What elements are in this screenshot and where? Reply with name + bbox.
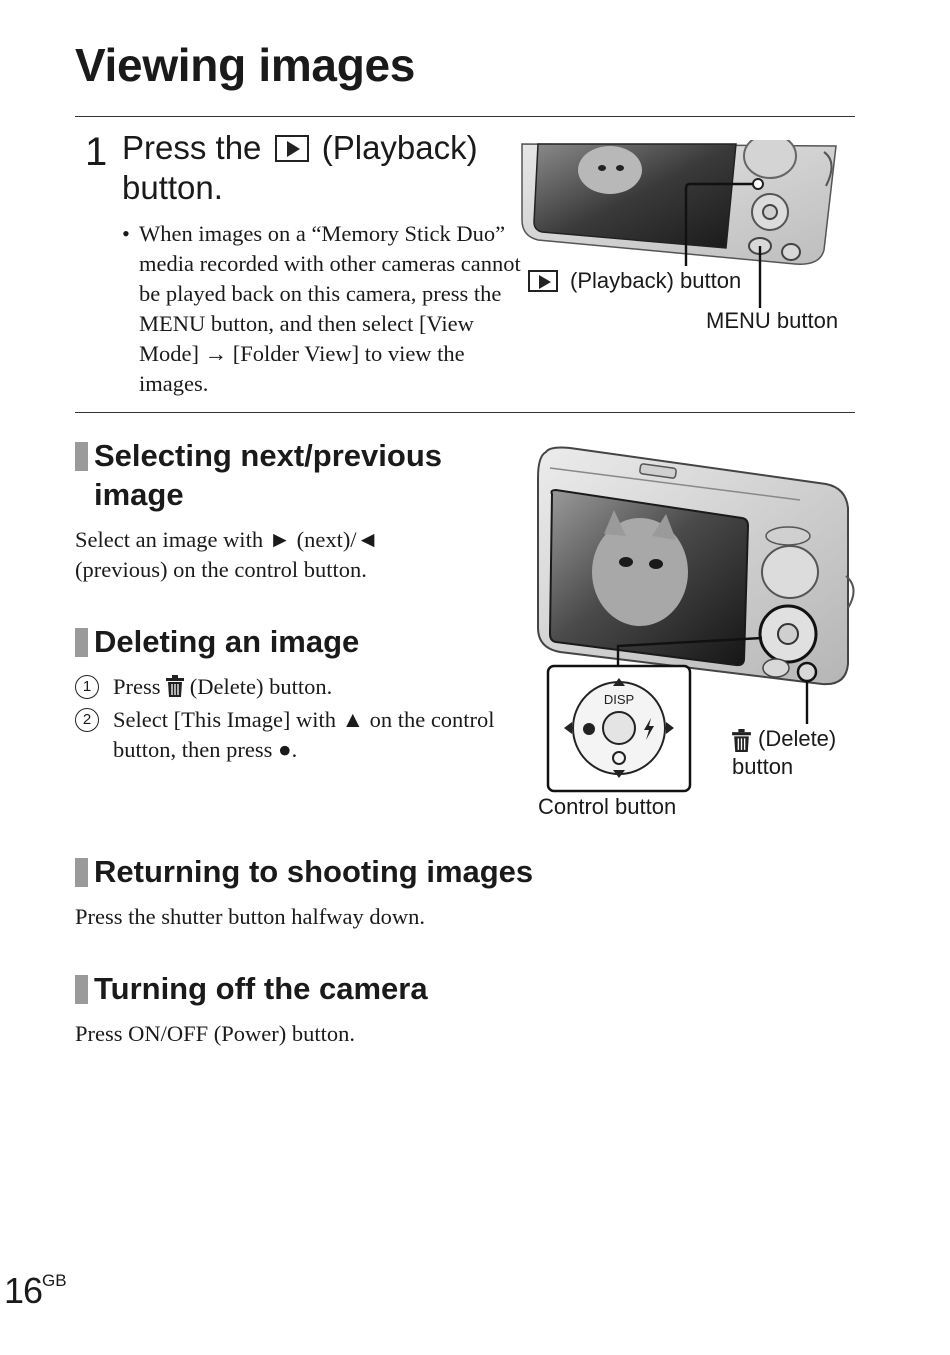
playback-label-icon [528,270,558,292]
section-heading-text: Turning off the camera [94,971,428,1006]
delete-label-line2: button [732,754,794,779]
delete-button-hw [798,663,816,681]
step-heading-start: Press the [122,129,262,166]
delete-step-1-text [75,672,505,702]
section-heading-next-prev [94,436,514,514]
cat-eye [649,559,663,569]
delete-step-1 [75,672,505,702]
playback-button-hw [753,179,763,189]
zoom-lever [766,527,810,545]
section-heading-returning [94,852,794,891]
control-button-label: Control button [538,794,677,819]
bullet-mark: • [122,221,130,246]
center-button-hw [778,624,798,644]
page-title: Viewing images [75,39,416,91]
section-heading-text: Selecting next/previous image [94,438,442,512]
step-marker: 2 [75,708,99,732]
next-prev-text: Select an image with ► (next)/◄ (previous) on the control button. [75,527,379,582]
menu-button-label: MENU button [706,308,839,333]
delete-step-1-before: Press [113,674,161,699]
step-number: 1 [85,130,108,174]
section-heading-text: Returning to shooting images [94,854,534,889]
section-mark [75,858,88,887]
step-heading [122,128,522,208]
section-heading-turning-off [94,969,794,1008]
page-number [4,1270,67,1312]
page-number-value: 16 [4,1270,43,1311]
playback-button-label: (Playback) button [570,268,742,293]
section-heading-text: Deleting an image [94,624,360,659]
mode-dial [762,546,818,598]
page-number-suffix: GB [42,1271,67,1290]
center-button-hw [763,205,777,219]
delete-label-line1: (Delete) [758,726,837,751]
step-note [122,219,522,399]
delete-step-1-after: (Delete) button. [189,674,333,699]
trash-icon [732,729,751,752]
playback-icon [275,135,309,162]
cat-image [578,146,642,194]
mode-dial [744,140,796,178]
delete-step-2 [75,705,505,765]
section-mark [75,442,88,471]
step-note-text: When images on a “Memory Stick Duo” media recorded with other cameras cannot be played back on this camera, press the MENU button, and then select [View Mode] → [Folder View] to view the images. [139,221,521,396]
menu-button-hw [763,659,789,677]
control-center-button [603,712,635,744]
turning-off-text: Press ON/OFF (Power) button. [75,1021,356,1046]
delete-button-hw [782,244,800,260]
cat-eye [598,165,606,171]
step-divider [75,412,855,413]
disp-label: DISP [603,692,635,707]
section-mark [75,975,88,1004]
section-mark [75,628,88,657]
delete-step-2-text: Select [This Image] with ▲ on the control button, then press ●. [113,707,495,762]
step-marker: 1 [75,675,99,699]
step-heading-end: (Playback) button. [122,129,478,206]
title-divider [75,116,855,117]
cat-eye [616,165,624,171]
returning-text: Press the shutter button halfway down. [75,904,425,929]
trash-icon [166,675,184,697]
section-heading-delete [94,622,514,661]
cat-eye [619,557,633,567]
smile-icon [583,723,595,735]
